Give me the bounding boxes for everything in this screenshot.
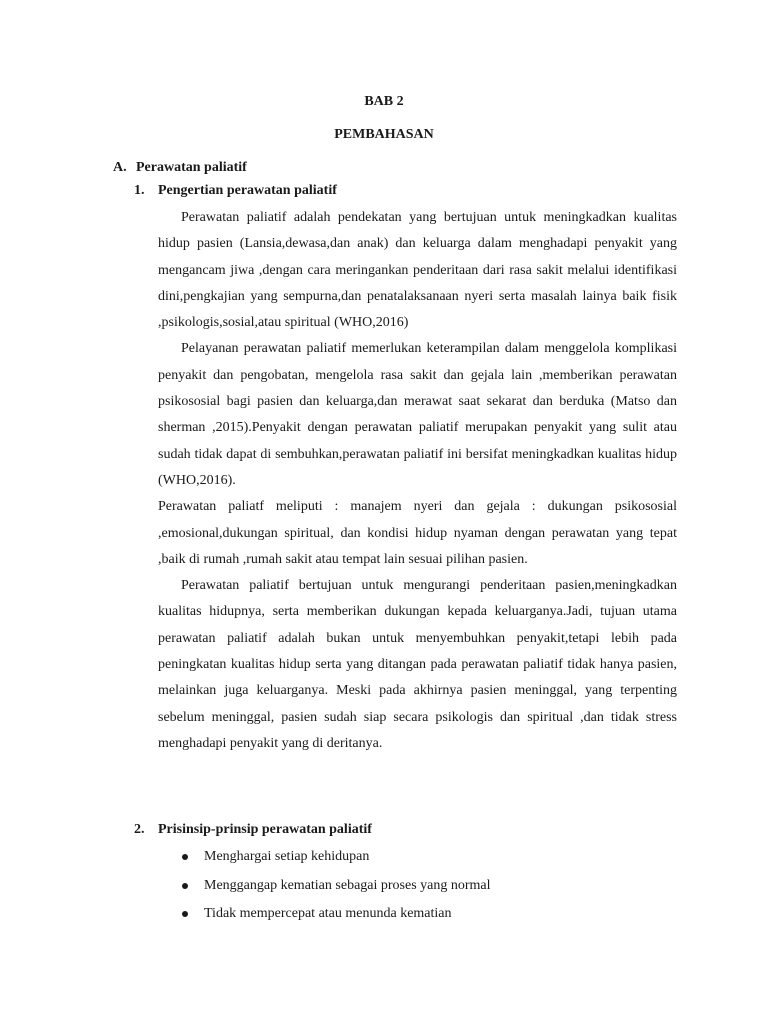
subheading-2 [134,822,372,838]
bullet-icon [182,854,188,860]
subheading-1-number: 1. [134,183,145,198]
section-title: Perawatan paliatif [136,160,247,175]
list-item [180,904,491,933]
bullet-icon [182,883,188,889]
subheading-2-title: Prisinsip-prinsip perawatan paliatif [158,822,372,837]
paragraph-1: Perawatan paliatif adalah pendekatan yang bertujuan untuk meningkadkan kualitas hidup pasien (Lansia,dewasa,dan anak) dan keluarga dalam menghadapi penyakit yang mengancam jiwa ,dengan cara meringankan penderitaan dari rasa sakit melalui identifikasi dini,pengkajian yang sempurna,dan penatalaksanaan nyeri serta masalah lainya baik fisik ,psikologis,sosial,atau spiritual (WHO,2016) [158,210,677,331]
paragraph-4: Perawatan paliatif bertujuan untuk mengurangi penderitaan pasien,meningkadkan kualitas hidupnya, serta memberikan dukungan kepada keluarganya.Jadi, tujuan utama perawatan paliatif adalah bukan untuk menyembuhkan penyakit,tetapi lebih pada peningkatan kualitas hidup serta yang ditangan pada perawatan paliatif tidak hanya pasien, melainkan juga keluarganya. Meski pada akhirnya pasien meninggal, yang terpenting sebelum meninggal, pasien sudah siap secara psikologis dan spiritual ,dan tidak stress menghadapi penyakit yang di deritanya. [158,578,677,751]
section-number: A. [113,160,127,175]
subheading-1 [134,183,337,199]
principles-list [180,847,491,933]
paragraph-3: Perawatan paliatf meliputi : manajem nyeri dan gejala : dukungan psikososial ,emosional,dukungan spiritual, dan kondisi hidup nyaman dengan perawatan yang tepat ,baik di rumah ,rumah sakit atau tempat lain sesuai pilihan pasien. [158,499,677,567]
bullet-icon [182,911,188,917]
paragraph-2: Pelayanan perawatan paliatif memerlukan keterampilan dalam menggelola komplikasi penyakit dan pengobatan, mengelola rasa sakit dan gejala lain ,memberikan perawatan psikososial bagi pasien dan keluarga,dan merawat saat sekarat dan berduka (Matso dan sherman ,2015).Penyakit dengan perawatan paliatif merupakan penyakit yang sulit atau sudah tidak dapat di sembuhkan,perawatan paliatif ini bersifat meningkadkan kualitas hidup (WHO,2016). [158,341,677,488]
list-item-text: Tidak mempercepat atau menunda kematian [204,906,452,921]
subheading-2-number: 2. [134,822,145,837]
body-text [158,205,677,757]
chapter-number: BAB 2 [364,94,404,109]
list-item-text: Menggangap kematian sebagai proses yang normal [204,877,491,893]
list-item-text: Menghargai setiap kehidupan [204,849,370,864]
subheading-1-title: Pengertian perawatan paliatif [158,183,337,198]
chapter-title: PEMBAHASAN [334,127,434,142]
section-heading [113,160,247,176]
list-item [180,876,491,905]
list-item [180,847,491,876]
